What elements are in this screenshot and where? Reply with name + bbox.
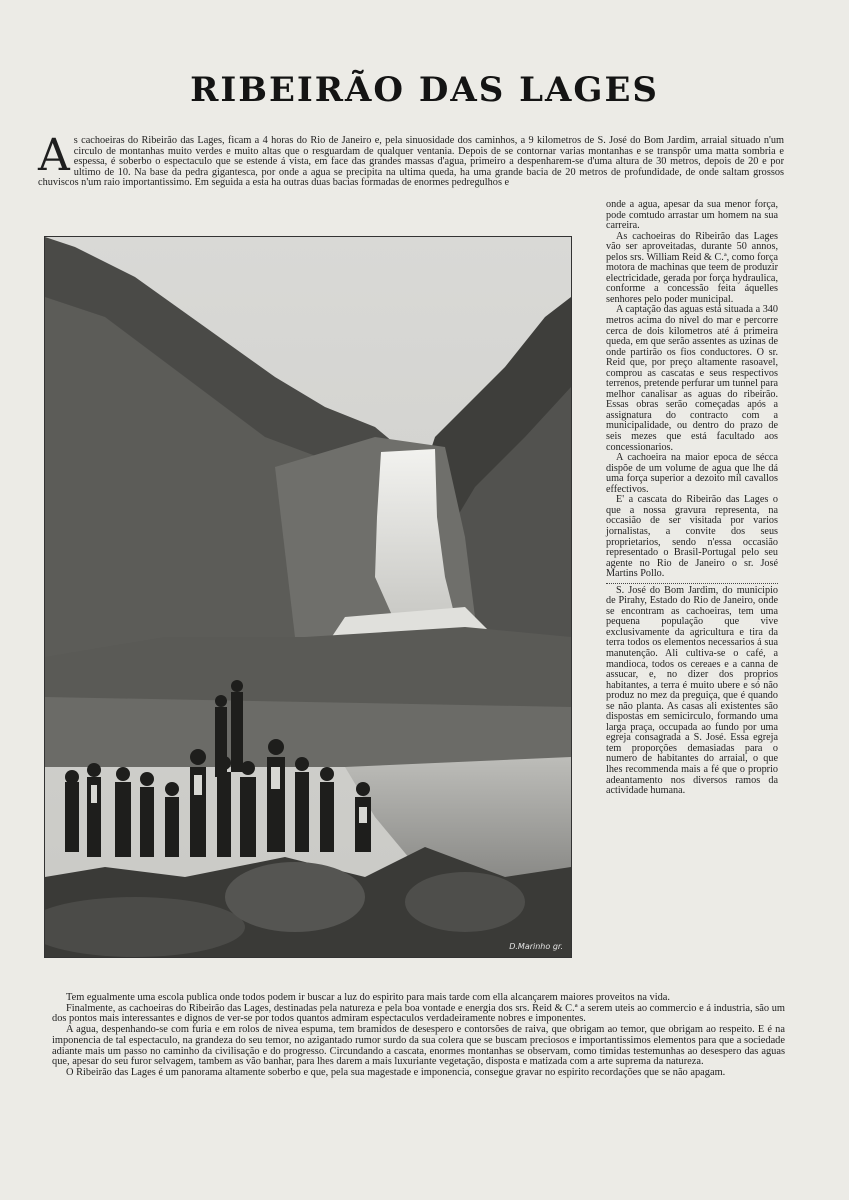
waterfall-photograph (44, 236, 572, 958)
drop-cap: A (38, 130, 70, 181)
bottom-paragraph: A agua, despenhando-se com furia e em rolos de nivea espuma, tem bramidos de desespero e contorsões de raiva, que obrigam ao temor, que obrigam ao respeito. E é na imponencia de tal espectaculo, na grandeza do seu temor, no azigantado rumor surdo da sua colera que se buscam preciosos e importantissimos elementos para que a sociedade adiante mais um passo no caminho da civilisação e do progresso. Circundando a cascata, enormes montanhas se observam, como timidas testemunhas ao desespero das aguas que, apesar do seu furor selvagem, tambem as vão banhar, para lhes darem a mais luxuriante vegetação, disposta e matizada com a arte suprema da natureza. (52, 1024, 785, 1068)
column-paragraph: E' a cascata do Ribeirão das Lages o que a nossa gravura representa, na occasião de ser visitada por varios jornalistas, a convite dos seus proprietarios, sendo n'essa occasião representado o Brasil-Portugal pelo seu agente no Rio de Janeiro o sr. José Martins Pollo. (606, 494, 778, 580)
bottom-text (52, 993, 785, 1079)
bottom-paragraph: Finalmente, as cachoeiras do Ribeirão das Lages, destinadas pela natureza e pela boa vontade e energia dos srs. Reid & C.ª a serem uteis ao commercio e á industria, são um dos pontos mais interessantes e dignos de ver-se por todos quantos admiram espectaculos verdadeiramente nobres e imponentes. (52, 1002, 785, 1025)
column-paragraph: S. José do Bom Jardim, do municipio de Pirahy, Estado do Rio de Janeiro, onde se encontram as cachoeiras, tem uma pequena população que vive exclusivamente da agricultura e tira da terra todos os elementos necessarios á sua manutenção. Ali cultiva-se o café, a mandioca, todos os cereaes e a canna de assucar, e, no dizer dos proprios habitantes, a terra é muito ubere e só não produz no mez da preguiça, que é quando se não planta. As casas ali existentes são dispostas em semicirculo, formando uma larga praça, occupada ao fundo por uma egreja consagrada a S. José. Essa egreja tem proporções demasiadas para o numero de habitantes do arraial, o que lhes recommenda mais a fé que o proprio adeantamento nos diversos ramos da actividade humana. (606, 584, 778, 797)
bottom-paragraph: O Ribeirão das Lages é um panorama altamente soberbo e que, pela sua magestade e imponencia, consegue gravar no espirito recordações que se não apagam. (66, 1066, 726, 1078)
bottom-paragraph: Tem egualmente uma escola publica onde todos podem ir buscar a luz do espirito para mais tarde com ella alcançarem maiores proveitos na vida. (66, 992, 671, 1003)
intro-text: s cachoeiras do Ribeirão das Lages, ficam a 4 horas do Rio de Janeiro e, pela sinuosidade dos caminhos, a 9 kilometros de S. José do Bom Jardim, arraial situado n'um circulo de montanhas muito verdes e muito altas que o resguardam de qualquer ventania. Depois de se contornar varias montanhas e se transpôr uma matta sombria e espessa, é soberbo o espectaculo que se estende á vista, em face das grandes massas d'agua, primeiro a despenharem-se d'uma altura de 30 metros, depois de 20 e por ultimo de 10. Na base da pedra gigantesca, por onde a agua se precipita na ultima queda, ha uma grande bacia de 20 metros de profundidade, de onde saltam grossos chuviscos n'um raio importantissimo. Em seguida a esta ha outras duas bacias formadas de enormes pedregulhos e (38, 135, 784, 189)
column-paragraph: A captação das aguas está situada a 340 metros acima do nivel do mar e percorre cerca de dois kilometros até á primeira queda, em que serão assentes as uzinas de onde partirão os fios conductores. O sr. Reid que, por preço altamente rasoavel, comprou as cascatas e seus respectivos terrenos, pretende perfurar um tunnel para melhor canalisar as aguas do ribeirão. Essas obras serão começadas após a assignatura do contracto com a municipalidade, ou dentro do prazo de seis mezes que está facultado aos concessionarios. (606, 304, 778, 453)
article-title: RIBEIRÃO DAS LAGES (190, 70, 659, 110)
engraver-credit: D.Marinho gr. (509, 942, 563, 951)
dotted-divider (606, 583, 778, 584)
right-column (606, 200, 778, 797)
column-paragraph: onde a agua, apesar da sua menor força, pode comtudo arrastar um homem na sua carreira. (606, 199, 778, 232)
column-paragraph: A cachoeira na maior epoca de sécca dispõe de um volume de agua que lhe dá uma força superior a dezoito mil cavallos effectivos. (606, 452, 778, 495)
intro-paragraph (38, 130, 784, 189)
waterfall-engraving (45, 237, 571, 957)
column-paragraph: As cachoeiras do Ribeirão das Lages vão ser aproveitadas, durante 50 annos, pelos srs. William Reid & C.ª, como força motora de machinas que teem de produzir electricidade, gerada por força hydraulica, conforme a concessão feita áquelles senhores pelo poder municipal. (606, 230, 778, 305)
